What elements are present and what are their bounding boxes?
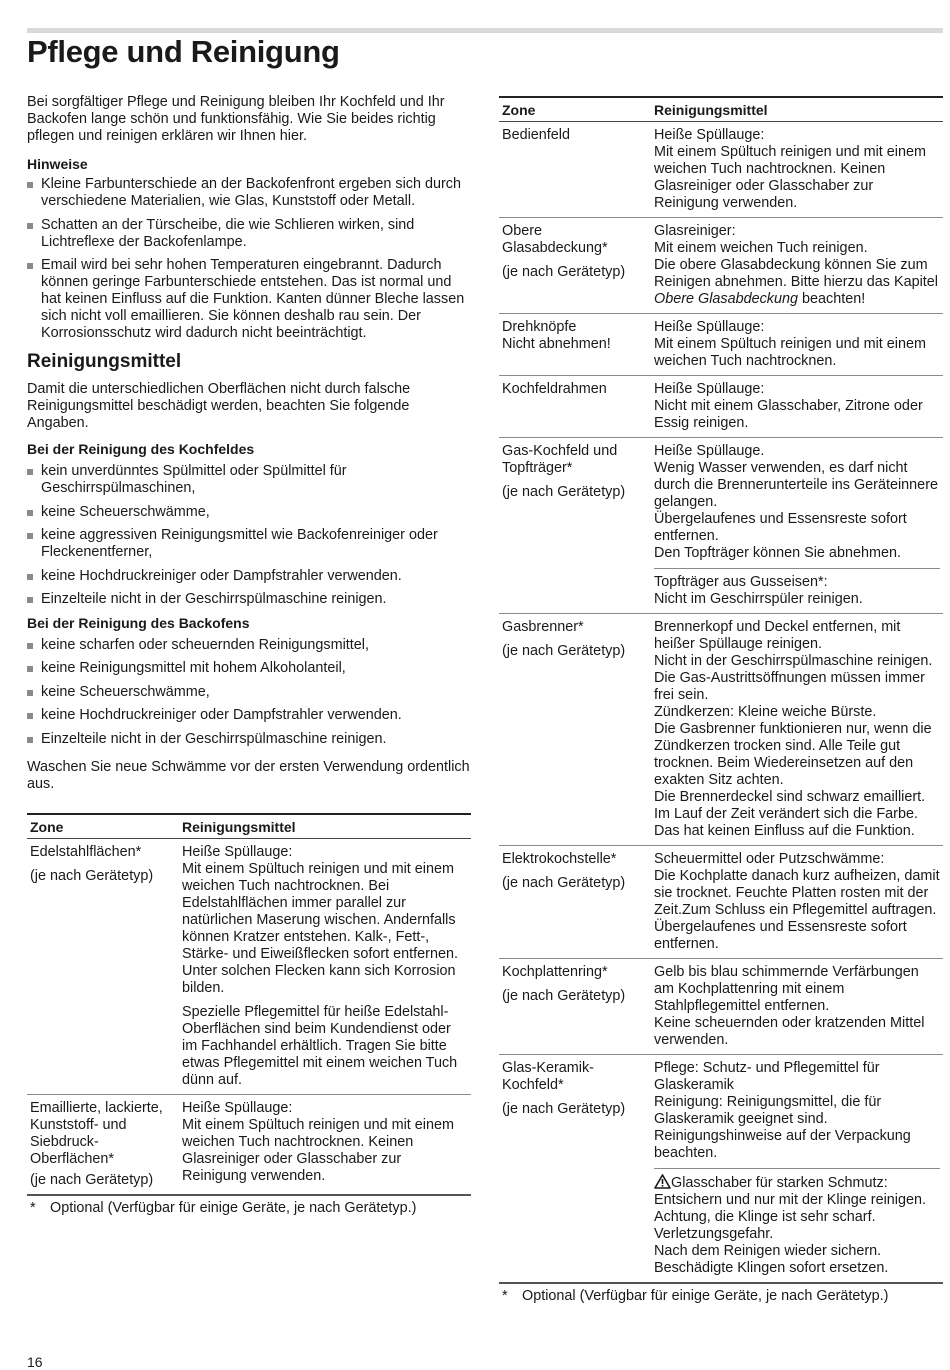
agent-text: Heiße Spüllauge. Wenig Wasser verwenden, es darf nicht durch die Brennerunterteile ins Geräteinnere gelangen. Übergelaufenes und Essensreste sofort entfernen. Den Topfträger können Sie abnehmen. [654, 443, 938, 561]
agent-text: Heiße Spüllauge: Nicht mit einem Glasschaber, Zitrone oder Essig reinigen. [654, 381, 923, 431]
list-item: Einzelteile nicht in der Geschirrspülmaschine reinigen. [27, 591, 471, 608]
bullet-square-icon [27, 263, 33, 269]
zone-note: (je nach Gerätetyp) [502, 643, 626, 659]
page-number: 16 [27, 1354, 43, 1370]
list-item: keine Reinigungsmittel mit hohem Alkoholanteil, [27, 660, 471, 677]
hinweise-list [27, 176, 471, 342]
footnote [27, 1200, 471, 1217]
intro-text: Bei sorgfältiger Pflege und Reinigung bleiben Ihr Kochfeld und Ihr Backofen lange schön und funktionsfähig. Wie Sie beides richtig pflegen und reinigen erklären wir Ihnen hier. [27, 94, 445, 144]
footnote-star: * [30, 1199, 36, 1216]
backofen-heading: Bei der Reinigung des Backofens [27, 614, 250, 631]
table-row [499, 959, 943, 1055]
zone-note: (je nach Gerätetyp) [502, 484, 626, 500]
table-row [499, 314, 943, 376]
left-zone-table [27, 813, 471, 1196]
zone-label: Gasbrenner* [502, 619, 584, 635]
col-header-reinigungsmittel: Reinigungsmittel [651, 97, 943, 122]
list-item: Einzelteile nicht in der Geschirrspülmaschine reinigen. [27, 731, 471, 748]
footnote-star: * [502, 1288, 508, 1304]
zone-label: Elektrokochstelle* [502, 851, 617, 867]
chapter-reference: Obere Glasabdeckung [654, 291, 798, 307]
agent-text: Pflege: Schutz- und Pflegemittel für Glaskeramik Reinigung: Reinigungsmittel, die für Glaskeramik geeignet sind. Reinigungshinweise auf der Verpackung beachten. [654, 1060, 911, 1161]
list-item: keine Hochdruckreiniger oder Dampfstrahler verwenden. [27, 568, 471, 585]
bullet-square-icon [27, 510, 33, 516]
table-row [27, 1094, 471, 1195]
kochfeld-heading: Bei der Reinigung des Kochfeldes [27, 441, 255, 457]
list-item: kein unverdünntes Spülmittel oder Spülmittel für Geschirrspülmaschinen, [27, 463, 471, 497]
zone-note: (je nach Gerätetyp) [502, 1101, 626, 1117]
agent-text-extra: Spezielle Pflegemittel für heiße Edelstahl-Oberflächen sind beim Kundendienst oder im Fachhandel erhältlich. Tragen Sie bitte etwas Pflegemittel mit einem weichen Tuch dünn auf. [182, 1003, 458, 1088]
reinigungsmittel-heading: Reinigungsmittel [27, 351, 182, 372]
list-item: Kleine Farbunterschiede an der Backofenfront ergeben sich durch verschiedene Materialien, wie Glas, Kunststoff oder Metall. [27, 176, 471, 210]
table-row [499, 846, 943, 959]
zone-note: (je nach Gerätetyp) [502, 264, 626, 280]
kochfeld-list [27, 463, 471, 608]
table-row [27, 838, 471, 1094]
zone-label: Bedienfeld [502, 127, 571, 143]
zone-label: Glas-Keramik-Kochfeld* [502, 1060, 594, 1093]
warning-block [654, 1168, 940, 1277]
zone-label: Obere Glasabdeckung* [502, 223, 608, 256]
agent-text: Gelb bis blau schimmernde Verfärbungen am Kochplattenring mit einem Stahlpflegemittel entfernen. Keine scheuernden oder kratzenden Mittel verwenden. [654, 964, 925, 1048]
col-header-zone: Zone [27, 814, 179, 839]
zone-label: Drehknöpfe Nicht abnehmen! [502, 319, 611, 352]
table-row [499, 122, 943, 218]
footnote-text: Optional (Verfügbar für einige Geräte, je nach Gerätetyp.) [50, 1199, 417, 1216]
agent-text: Scheuermittel oder Putzschwämme: Die Kochplatte danach kurz aufheizen, damit sie trocknet. Feuchte Platten rosten mit der Zeit.Zum Schluss ein Pflegemittel auftragen. Übergelaufenes und Essensreste sofort entfernen. [654, 851, 940, 952]
bullet-square-icon [27, 643, 33, 649]
list-item: Email wird bei sehr hohen Temperaturen eingebrannt. Dadurch können geringe Farbunterschiede entstehen. Das ist normal und hat keinen Einfluss auf die Funktion. Kanten dünner Bleche lassen sich nicht voll emaillieren. Sie können deshalb rau sein. Der Korrosionsschutz wird dadurch nicht beeinträchtigt. [27, 257, 471, 342]
warning-triangle-icon [654, 1174, 671, 1189]
page-title: Pflege und Reinigung [27, 34, 340, 69]
left-column [27, 94, 471, 1217]
schwamm-hint: Waschen Sie neue Schwämme vor der ersten Verwendung ordentlich aus. [27, 758, 470, 792]
bullet-square-icon [27, 666, 33, 672]
footnote-text: Optional (Verfügbar für einige Geräte, je nach Gerätetyp.) [522, 1288, 889, 1304]
zone-label: Emaillierte, lackierte, Kunststoff- und Siebdruck-Oberflächen* [30, 1099, 163, 1167]
list-item: keine Scheuerschwämme, [27, 504, 471, 521]
agent-text: Heiße Spüllauge: Mit einem Spültuch reinigen und mit einem weichen Tuch nachtrocknen. [654, 319, 926, 369]
table-row [499, 438, 943, 614]
list-item: keine Hochdruckreiniger oder Dampfstrahler verwenden. [27, 707, 471, 724]
zone-label: Kochplattenring* [502, 964, 608, 980]
zone-label: Kochfeldrahmen [502, 381, 607, 397]
list-item: keine aggressiven Reinigungsmittel wie Backofenreiniger oder Fleckenentferner, [27, 527, 471, 561]
agent-text: Heiße Spüllauge: Mit einem Spültuch reinigen und mit einem weichen Tuch nachtrocknen. Keinen Glasreiniger oder Glasschaber zur Reinigung verwenden. [654, 127, 926, 211]
footnote [499, 1288, 943, 1305]
zone-note: (je nach Gerätetyp) [502, 988, 626, 1004]
right-zone-table [499, 96, 943, 1284]
bullet-square-icon [27, 737, 33, 743]
bullet-square-icon [27, 182, 33, 188]
reinigungsmittel-intro: Damit die unterschiedlichen Oberflächen nicht durch falsche Reinigungsmittel beschädigt werden, beachten Sie folgende Angaben. [27, 381, 411, 431]
table-row [499, 1055, 943, 1284]
list-item: keine Scheuerschwämme, [27, 684, 471, 701]
col-header-reinigungsmittel: Reinigungsmittel [179, 814, 471, 839]
agent-text: Heiße Spüllauge: Mit einem Spültuch reinigen und mit einem weichen Tuch nachtrocknen. Keinen Glasreiniger oder Glasschaber zur Reinigung verwenden. [182, 1099, 454, 1184]
table-row [499, 218, 943, 314]
list-item: keine scharfen oder scheuernden Reinigungsmittel, [27, 637, 471, 654]
table-row [499, 614, 943, 846]
bullet-square-icon [27, 597, 33, 603]
zone-note: (je nach Gerätetyp) [30, 867, 154, 884]
agent-text: Heiße Spüllauge: Mit einem Spültuch reinigen und mit einem weichen Tuch nachtrocknen. Bei Edelstahlflächen immer parallel zur natürlichen Maserung wischen. Andernfalls können Kratzer entstehen. Kalk-, Fett-, Stärke- und Eiweißflecken sofort entfernen. Unter solchen Flecken kann sich Korrosion bilden. [182, 843, 458, 996]
backofen-list [27, 637, 471, 748]
zone-label: Gas-Kochfeld und Topfträger* [502, 443, 618, 476]
table-row [499, 376, 943, 438]
agent-text: Brennerkopf und Deckel entfernen, mit heißer Spüllauge reinigen. Nicht in der Geschirrspülmaschine reinigen. Die Gas-Austrittsöffnungen müssen immer frei sein. Zündkerzen: Kleine weiche Bürste. Die Gasbrenner funktionieren nur, wenn die Zündkerzen trocken sind. Alle Teile gut trocknen. Beim Wiedereinsetzen auf den exakten Sitz achten. Die Brennerdeckel sind schwarz emailliert. Im Lauf der Zeit verändert sich die Farbe. Das hat keinen Einfluss auf die Funktion. [654, 619, 933, 839]
bullet-square-icon [27, 223, 33, 229]
zone-note: (je nach Gerätetyp) [502, 875, 626, 891]
agent-text: Glasreiniger: Mit einem weichen Tuch reinigen. Die obere Glasabdeckung können Sie zum Reinigen abnehmen. Bitte hierzu das Kapitel Obere Glasabdeckung beachten! [654, 223, 938, 307]
bullet-square-icon [27, 690, 33, 696]
zone-note: (je nach Gerätetyp) [30, 1171, 154, 1188]
zone-label: Edelstahlflächen* [30, 843, 142, 860]
warning-text: Glasschaber für starken Schmutz: Entsichern und nur mit der Klinge reinigen. Achtung, die Klinge ist sehr scharf. Verletzungsgefahr. Nach dem Reinigen wieder sichern. Beschädigte Klingen sofort ersetzen. [654, 1175, 926, 1276]
bullet-square-icon [27, 713, 33, 719]
agent-text-extra: Topfträger aus Gusseisen*: Nicht im Geschirrspüler reinigen. [654, 568, 940, 608]
bullet-square-icon [27, 574, 33, 580]
hinweise-heading: Hinweise [27, 156, 88, 172]
col-header-zone: Zone [499, 97, 651, 122]
bullet-square-icon [27, 469, 33, 475]
list-item: Schatten an der Türscheibe, die wie Schlieren wirken, sind Lichtreflexe der Backofenlampe. [27, 217, 471, 251]
top-rule [27, 28, 943, 33]
right-column [499, 96, 943, 1305]
bullet-square-icon [27, 533, 33, 539]
